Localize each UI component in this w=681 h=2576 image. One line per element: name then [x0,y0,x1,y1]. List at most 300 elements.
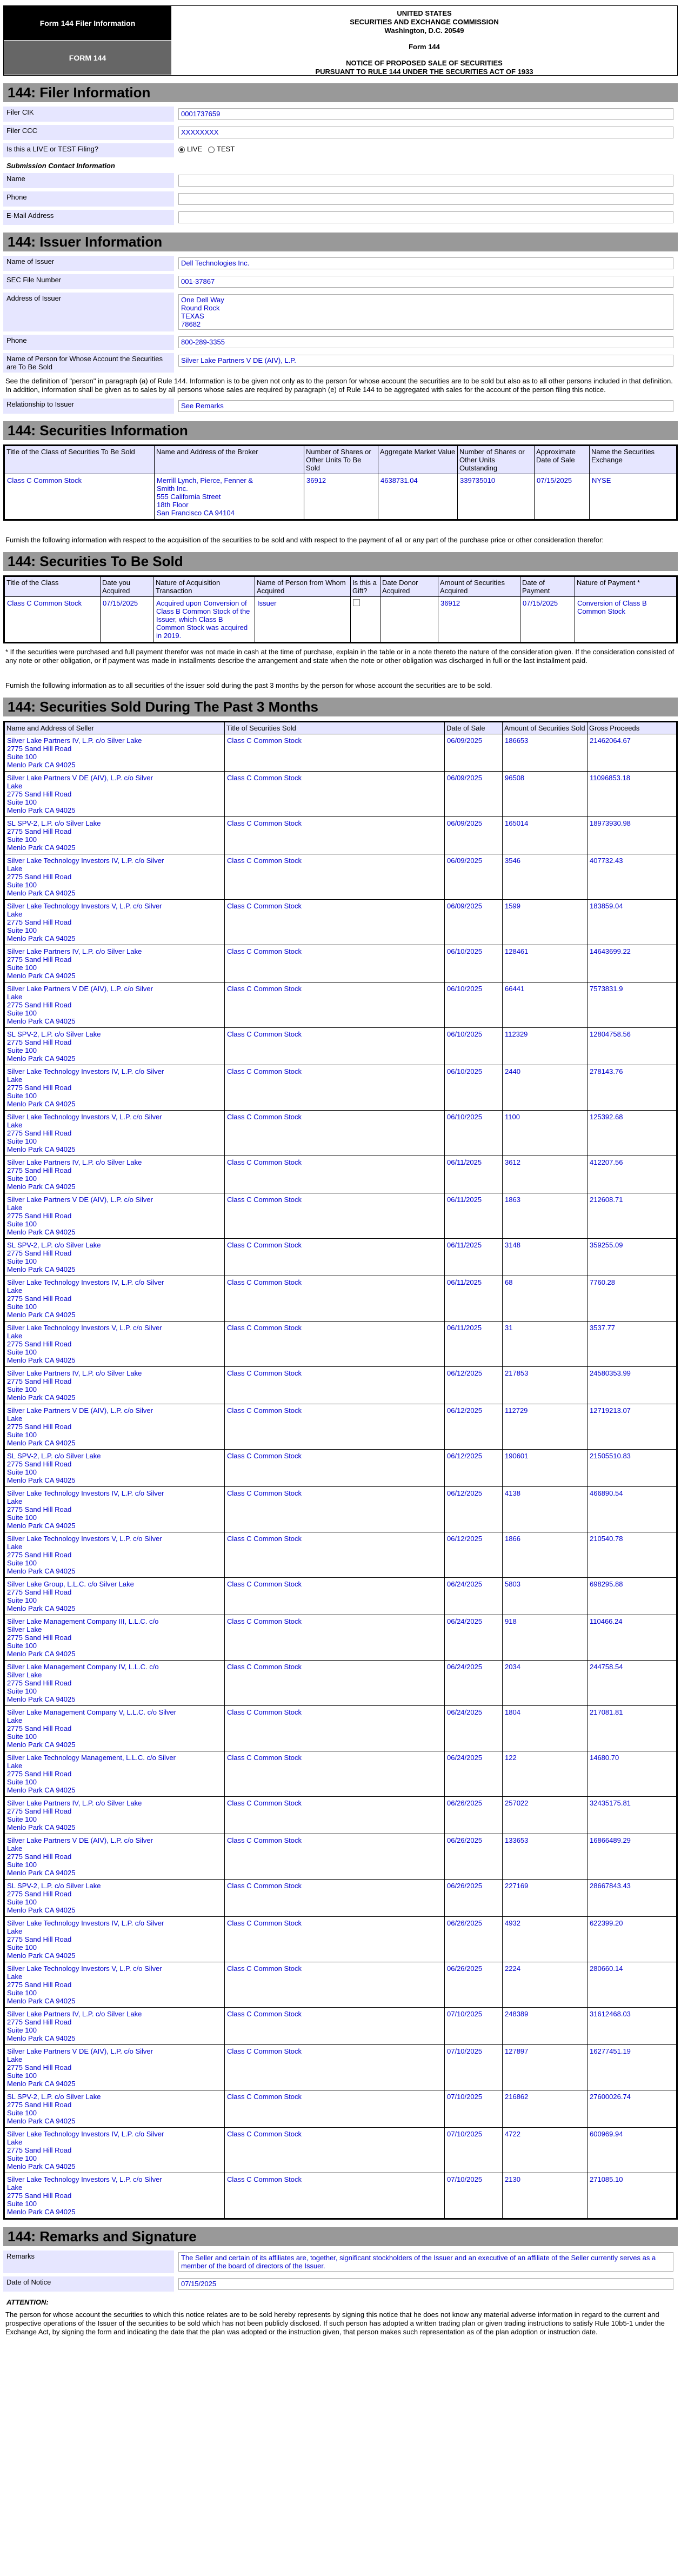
cell-seller [4,1450,225,1487]
field-label: SEC File Number [3,274,174,289]
cell-class: Class C Common Stock [225,1028,445,1065]
securities-tobe-sold-table [3,575,678,643]
seller-line: 2775 Sand Hill Road [7,1551,72,1559]
seller-line: Silver Lake Partners V DE (AIV), L.P. c/o Silver [7,985,153,993]
form-header [3,5,678,76]
cell-seller [4,854,225,900]
cell-amount: 96508 [503,772,587,817]
cell-proceeds: 698295.88 [587,1578,677,1615]
seller-line: Silver Lake Partners IV, L.P. c/o Silver Lake [7,1158,142,1166]
seller-line: Silver Lake Technology Investors IV, L.P. c/o Silver [7,1278,164,1286]
cell-amount: 31 [503,1322,587,1367]
cell-date: 06/24/2025 [445,1661,503,1706]
section-heading-remarks: 144: Remarks and Signature [3,2227,678,2246]
seller-line: 2775 Sand Hill Road [7,1770,72,1778]
section-heading-tobe-sold: 144: Securities To Be Sold [3,552,678,571]
seller-line: 2775 Sand Hill Road [7,1853,72,1861]
address-line: One Dell Way [181,296,224,304]
cell-amount: 2130 [503,2173,587,2219]
seller-line: Silver Lake Technology Investors IV, L.P. c/o Silver [7,2130,164,2138]
cell-seller [4,772,225,817]
cell-date: 06/11/2025 [445,1156,503,1193]
seller-line: Menlo Park CA 94025 [7,1145,76,1153]
seller-line: 2775 Sand Hill Road [7,918,72,926]
header-line: UNITED STATES [397,9,452,17]
seller-line: Suite 100 [7,1778,37,1786]
cell-class: Class C Common Stock [225,1193,445,1239]
cell-seller [4,1193,225,1239]
cell-date: 06/12/2025 [445,1404,503,1450]
column-header: Name and Address of Seller [4,722,225,734]
seller-line: Silver Lake Partners V DE (AIV), L.P. c/o Silver [7,1406,153,1415]
remarks-field[interactable]: The Seller and certain of its affiliates are, together, significant stockholders of the Issuer and an executive of an affiliate of the Seller currently serves as a member of the board of directors of the Issuer. [178,2252,673,2272]
cell-seller [4,2045,225,2090]
field-label: Relationship to Issuer [3,399,174,414]
seller-line: Menlo Park CA 94025 [7,1695,76,1703]
seller-line: Menlo Park CA 94025 [7,1017,76,1025]
seller-line: Menlo Park CA 94025 [7,972,76,980]
cell-date: 06/10/2025 [445,982,503,1028]
table-row [4,1578,677,1615]
contact-name-field[interactable] [178,175,673,187]
cell-seller [4,2128,225,2173]
form-144-tab[interactable]: FORM 144 [4,41,171,75]
cell-proceeds: 31612468.03 [587,2008,677,2045]
cell-amount: 248389 [503,2008,587,2045]
seller-line: Lake [7,2138,23,2146]
cell-proceeds: 11096853.18 [587,772,677,817]
seller-line: Suite 100 [7,1596,37,1604]
section-heading-issuer: 144: Issuer Information [3,233,678,251]
seller-line: 2775 Sand Hill Road [7,1807,72,1815]
filer-cik-row [3,107,678,122]
cell-seller [4,1797,225,1834]
cell-exchange: NYSE [590,474,677,520]
cell-paydate: 07/15/2025 [520,597,575,643]
gift-checkbox[interactable] [353,599,360,606]
seller-line: Lake [7,910,23,918]
seller-line: 2775 Sand Hill Road [7,1423,72,1431]
cell-class: Class C Common Stock [225,1751,445,1797]
seller-line: Suite 100 [7,1092,37,1100]
cell-proceeds: 212608.71 [587,1193,677,1239]
table-header-row [4,446,677,474]
table-row [4,1367,677,1404]
seller-line: Silver Lake Technology Investors V, L.P. c/o Silver [7,1535,162,1543]
securities-sold-past3-table [3,721,678,2220]
cell-amount: 112329 [503,1028,587,1065]
cell-seller [4,1834,225,1880]
cell-date: 07/10/2025 [445,2128,503,2173]
cell-date: 06/09/2025 [445,900,503,945]
seller-line: Menlo Park CA 94025 [7,1228,76,1236]
seller-line: 2775 Sand Hill Road [7,873,72,881]
seller-line: Silver Lake Technology Investors V, L.P. c/o Silver [7,1324,162,1332]
field-label: Filer CIK [3,107,174,122]
cell-proceeds: 18973930.98 [587,817,677,854]
field-label: Address of Issuer [3,293,174,331]
cell-class: Class C Common Stock [225,817,445,854]
cell-date: 06/09/2025 [445,817,503,854]
sec-file-field[interactable]: 001-37867 [178,276,673,288]
cell-proceeds: 407732.43 [587,854,677,900]
field-label: Is this a LIVE or TEST Filing? [3,143,174,157]
seller-line: Suite 100 [7,2200,37,2208]
cell-amount: 1804 [503,1706,587,1751]
cell-proceeds: 125392.68 [587,1111,677,1156]
column-header: Name the Securities Exchange [590,446,677,474]
cell-amount: 127897 [503,2045,587,2090]
cell-amount: 186653 [503,734,587,772]
seller-line: 2775 Sand Hill Road [7,1679,72,1687]
seller-line: Silver Lake Technology Investors V, L.P. c/o Silver [7,2175,162,2183]
cell-outstanding: 339735010 [458,474,535,520]
cell-amount: 1100 [503,1111,587,1156]
header-line: SECURITIES AND EXCHANGE COMMISSION [350,18,499,26]
cell-proceeds: 244758.54 [587,1661,677,1706]
table-row [4,1111,677,1156]
seller-line: Silver Lake Partners V DE (AIV), L.P. c/o Silver [7,1836,153,1844]
seller-line: Menlo Park CA 94025 [7,761,76,769]
notice-date-field[interactable]: 07/15/2025 [178,2278,673,2290]
seller-line: Suite 100 [7,1348,37,1356]
cell-amount: 2034 [503,1661,587,1706]
payment-footnote: * If the securities were purchased and full payment therefor was not made in cash at the time of purchase, explain in the table or in a note thereto the nature of the consideration given. If the consideration consisted of any note or other obligation, or if payment was made in installments describe the arrangement and state when the note or other obligation was discharged in full or the last installment paid. [5,648,675,665]
table-row [4,1797,677,1834]
column-header: Approximate Date of Sale [535,446,590,474]
cell-proceeds: 21462064.67 [587,734,677,772]
cell-class: Class C Common Stock [225,2045,445,2090]
header-left [4,6,171,75]
seller-line: Silver Lake Group, L.L.C. c/o Silver Lake [7,1580,134,1588]
cell-date: 06/26/2025 [445,1917,503,1962]
seller-line: Lake [7,1973,23,1981]
table-row [4,1917,677,1962]
seller-line: Menlo Park CA 94025 [7,806,76,814]
cell-proceeds: 622399.20 [587,1917,677,1962]
seller-line: 2775 Sand Hill Road [7,1294,72,1303]
seller-line: Menlo Park CA 94025 [7,1786,76,1794]
column-header: Number of Shares or Other Units To Be Sold [304,446,378,474]
cell-date: 07/10/2025 [445,2008,503,2045]
cell-amount: 918 [503,1615,587,1661]
table-row [4,900,677,945]
table-row [4,1880,677,1917]
column-header: Date of Payment [520,576,575,597]
seller-line: Silver Lake Management Company IV, L.L.C. c/o [7,1663,159,1671]
seller-line: Silver Lake Partners IV, L.P. c/o Silver Lake [7,1369,142,1377]
filer-info-tab[interactable]: Form 144 Filer Information [4,6,171,41]
seller-line: Lake [7,1121,23,1129]
seller-line: 2775 Sand Hill Road [7,2192,72,2200]
tobe-sold-note: Furnish the following information with respect to the acquisition of the securities to be sold and with respect to the payment of all or any part of the purchase price or other consideration therefor: [5,536,604,544]
seller-line: Lake [7,1543,23,1551]
filer-ccc-row [3,125,678,140]
seller-line: Menlo Park CA 94025 [7,2034,76,2042]
relationship-field[interactable]: See Remarks [178,400,673,412]
seller-line: 2775 Sand Hill Road [7,955,72,964]
cell-amount: 1866 [503,1532,587,1578]
section-heading-past3: 144: Securities Sold During The Past 3 Months [3,698,678,716]
seller-line: Lake [7,1075,23,1084]
seller-line: 2775 Sand Hill Road [7,1460,72,1468]
seller-line: Suite 100 [7,2026,37,2034]
table-row [4,1193,677,1239]
remarks-row [3,2250,678,2273]
field-label: Remarks [3,2250,174,2273]
seller-line: Suite 100 [7,2154,37,2162]
cell-proceeds: 12804758.56 [587,1028,677,1065]
cell-class: Class C Common Stock [4,597,101,643]
column-header: Name of Person from Whom Acquired [255,576,351,597]
cell-class: Class C Common Stock [225,1661,445,1706]
cell-date: 06/09/2025 [445,854,503,900]
column-header: Nature of Payment * [575,576,677,597]
header-title [171,6,677,75]
cell-seller [4,1487,225,1532]
address-line: 78682 [181,320,201,328]
field-label: Name [3,173,174,188]
seller-line: Menlo Park CA 94025 [7,934,76,942]
cell-class: Class C Common Stock [225,1404,445,1450]
cell-seller [4,982,225,1028]
table-row [4,1028,677,1065]
issuer-name-field[interactable]: Dell Technologies Inc. [178,257,673,269]
column-header: Date Donor Acquired [380,576,438,597]
seller-line: Menlo Park CA 94025 [7,1476,76,1484]
cell-seller [4,2090,225,2128]
person-field[interactable]: Silver Lake Partners V DE (AIV), L.P. [178,355,673,367]
cell-seller [4,734,225,772]
seller-line: Silver Lake Technology Investors V, L.P. c/o Silver [7,1964,162,1973]
cell-date: 06/09/2025 [445,734,503,772]
seller-line: 2775 Sand Hill Road [7,1084,72,1092]
cell-amount: 165014 [503,817,587,854]
seller-line: 2775 Sand Hill Road [7,1166,72,1174]
attention-heading: ATTENTION: [6,2298,49,2306]
cell-payment: Conversion of Class B Common Stock [575,597,677,643]
cell-date: 06/24/2025 [445,1615,503,1661]
seller-line: SL SPV-2, L.P. c/o Silver Lake [7,1452,101,1460]
seller-line: 2775 Sand Hill Road [7,1001,72,1009]
issuer-phone-field[interactable]: 800-289-3355 [178,336,673,348]
seller-line: Menlo Park CA 94025 [7,1741,76,1749]
table-row [4,1834,677,1880]
cell-seller [4,1111,225,1156]
seller-line: Suite 100 [7,1431,37,1439]
table-row [4,1239,677,1276]
header-line: Form 144 [409,43,440,51]
table-row [4,2008,677,2045]
person-row [3,353,678,373]
cell-seller [4,1751,225,1797]
seller-line: Lake [7,1844,23,1853]
test-radio[interactable] [208,147,215,153]
filer-ccc-field[interactable]: XXXXXXXX [178,127,673,138]
cell-proceeds: 3537.77 [587,1322,677,1367]
cell-proceeds: 183859.04 [587,900,677,945]
cell-amount: 3546 [503,854,587,900]
cell-date: 06/24/2025 [445,1578,503,1615]
cell-amount: 257022 [503,1797,587,1834]
seller-line: 2775 Sand Hill Road [7,1634,72,1642]
seller-line: Silver Lake Partners V DE (AIV), L.P. c/o Silver [7,2047,153,2055]
contact-phone-row [3,191,678,207]
seller-line: Suite 100 [7,1174,37,1183]
cell-date: 06/24/2025 [445,1751,503,1797]
relationship-row [3,399,678,414]
cell-proceeds: 24580353.99 [587,1367,677,1404]
seller-line: Lake [7,1927,23,1935]
cell-date: 06/12/2025 [445,1367,503,1404]
seller-line: Menlo Park CA 94025 [7,1567,76,1575]
cell-class: Class C Common Stock [225,1615,445,1661]
contact-phone-field[interactable] [178,193,673,205]
column-header: Gross Proceeds [587,722,677,734]
cell-date: 06/12/2025 [445,1532,503,1578]
seller-line: Menlo Park CA 94025 [7,2117,76,2125]
contact-subheading: Submission Contact Information [6,162,115,170]
cell-date: 06/11/2025 [445,1276,503,1322]
person-definition-note: See the definition of "person" in paragraph (a) of Rule 144. Information is to be given not only as to the person for whose account the securities are to be sold but also as to all other persons included in that definition. In addition, information shall be given as to sales by all persons whose sales are required by paragraph (e) of Rule 144 to be aggregated with sales for the account of the person filing this notice. [5,377,673,394]
seller-line: Menlo Park CA 94025 [7,1823,76,1831]
cell-date: 06/10/2025 [445,945,503,982]
seller-line: Suite 100 [7,753,37,761]
cell-class: Class C Common Stock [225,1917,445,1962]
cell-proceeds: 28667843.43 [587,1880,677,1917]
section-heading-securities-info: 144: Securities Information [3,421,678,440]
cell-amount: 1863 [503,1193,587,1239]
field-label: Name of Issuer [3,256,174,271]
cell-proceeds: 280660.14 [587,1962,677,2008]
seller-line: Lake [7,1762,23,1770]
seller-line: 2775 Sand Hill Road [7,2146,72,2154]
table-row [4,1532,677,1578]
field-label: Filer CCC [3,125,174,140]
seller-line: Lake [7,1497,23,1505]
table-row [4,1404,677,1450]
seller-line: Silver Lake [7,1671,42,1679]
header-line: PURSUANT TO RULE 144 UNDER THE SECURITIES ACT OF 1933 [315,68,533,76]
cell-amount: 5803 [503,1578,587,1615]
cell-date: 06/10/2025 [445,1111,503,1156]
cell-seller [4,1532,225,1578]
cell-proceeds: 110466.24 [587,1615,677,1661]
cell-date: 06/24/2025 [445,1706,503,1751]
notice-date-row [3,2276,678,2292]
table-row [4,734,677,772]
cell-proceeds: 14680.70 [587,1751,677,1797]
cell-proceeds: 16866489.29 [587,1834,677,1880]
seller-line: 2775 Sand Hill Road [7,790,72,798]
seller-line: 2775 Sand Hill Road [7,1724,72,1732]
cell-from: Issuer [255,597,351,643]
table-row [4,817,677,854]
cell-proceeds: 7573831.9 [587,982,677,1028]
cell-seller [4,817,225,854]
cell-class: Class C Common Stock [225,1450,445,1487]
table-row [4,1962,677,2008]
cell-amount: 3612 [503,1156,587,1193]
cell-amount: 66441 [503,982,587,1028]
issuer-address-field[interactable] [178,294,673,330]
live-radio[interactable] [178,147,185,153]
seller-line: Menlo Park CA 94025 [7,1393,76,1402]
issuer-name-row [3,256,678,271]
seller-line: Suite 100 [7,798,37,806]
seller-line: Suite 100 [7,1046,37,1054]
cell-seller [4,1917,225,1962]
broker-line: Smith Inc. [157,484,188,493]
seller-line: 2775 Sand Hill Road [7,1249,72,1257]
cell-amount: 217853 [503,1367,587,1404]
seller-line: SL SPV-2, L.P. c/o Silver Lake [7,1030,101,1038]
seller-line: Lake [7,782,23,790]
live-test-options [174,143,678,157]
field-label: Phone [3,335,174,350]
seller-line: Menlo Park CA 94025 [7,1650,76,1658]
field-label: Date of Notice [3,2276,174,2292]
table-row [4,474,677,520]
seller-line: 2775 Sand Hill Road [7,745,72,753]
seller-line: Suite 100 [7,1815,37,1823]
cell-seller [4,2008,225,2045]
cell-seller [4,1028,225,1065]
seller-line: Silver Lake Technology Investors IV, L.P. c/o Silver [7,1919,164,1927]
seller-line: Silver Lake Technology Investors IV, L.P. c/o Silver [7,1067,164,1075]
address-line: TEXAS [181,312,204,320]
past3-note: Furnish the following information as to all securities of the issuer sold during the past 3 months by the person for whose account the securities are to be sold. [5,681,492,689]
seller-line: Menlo Park CA 94025 [7,2162,76,2170]
seller-line: 2775 Sand Hill Road [7,2101,72,2109]
seller-line: Suite 100 [7,1642,37,1650]
cell-date: 06/10/2025 [445,1028,503,1065]
cell-seller [4,1880,225,1917]
contact-email-field[interactable] [178,211,673,223]
seller-line: 2775 Sand Hill Road [7,1038,72,1046]
cell-amount: 128461 [503,945,587,982]
cell-seller [4,1239,225,1276]
seller-line: Lake [7,1415,23,1423]
cell-date: 07/10/2025 [445,2173,503,2219]
cell-date: 06/11/2025 [445,1193,503,1239]
column-header: Date you Acquired [101,576,154,597]
cell-gift [351,597,380,643]
filer-cik-field[interactable]: 0001737659 [178,108,673,120]
seller-line: 2775 Sand Hill Road [7,1129,72,1137]
cell-seller [4,1065,225,1111]
cell-amount: 2440 [503,1065,587,1111]
securities-info-table [3,444,678,521]
header-line: NOTICE OF PROPOSED SALE OF SECURITIES [346,59,503,67]
cell-proceeds: 7760.28 [587,1276,677,1322]
attention-text: The person for whose account the securities to which this notice relates are to be sold hereby represents by signing this notice that he does not know any material adverse information in regard to the current and prospective operations of the Issuer of the securities to be sold which has not been publicly disclosed. If such person has adopted a written trading plan or given trading instructions to satisfy Rule 10b5-1 under the Exchange Act, by signing the form and indicating the date that the plan was adopted or the instruction given, that person makes such representation as of the plan adoption or instruction date. [5,2311,665,2336]
table-row [4,2173,677,2219]
cell-date: 06/09/2025 [445,772,503,817]
seller-line: Suite 100 [7,964,37,972]
seller-line: Menlo Park CA 94025 [7,889,76,897]
cell-amount: 133653 [503,1834,587,1880]
seller-line: Suite 100 [7,1303,37,1311]
table-row [4,1615,677,1661]
seller-line: Menlo Park CA 94025 [7,1054,76,1063]
table-row [4,854,677,900]
cell-proceeds: 32435175.81 [587,1797,677,1834]
column-header: Date of Sale [445,722,503,734]
cell-seller [4,1578,225,1615]
seller-line: Lake [7,1332,23,1340]
table-row [4,2128,677,2173]
